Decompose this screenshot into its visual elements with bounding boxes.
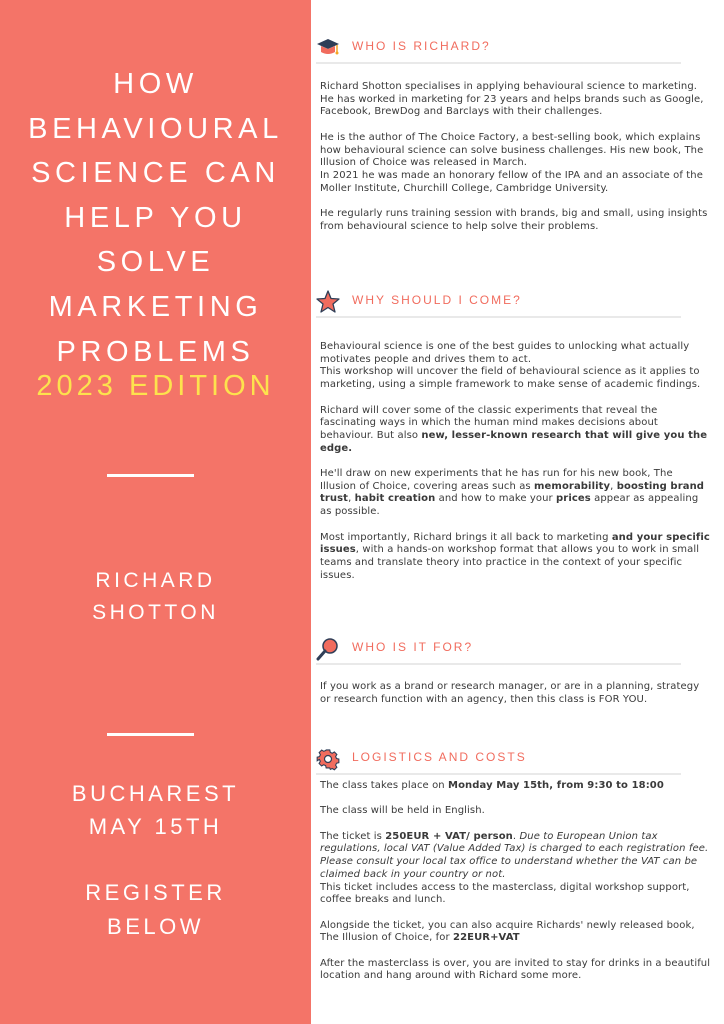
paragraph: After the masterclass is over, you are invited to stay for drinks in a beautiful location and hang around with Richard some more. [320, 957, 711, 982]
section-heading-label: WHO IS RICHARD? [352, 39, 491, 53]
event-title: HOW BEHAVIOURAL SCIENCE CAN HELP YOU SOLVE MARKETING PROBLEMS [28, 68, 283, 368]
paragraph: Richard will cover some of the classic experiments that reveal the fascinating ways in which the human mind makes decisions about behaviour. But also new, lesser-known research that will give you the edge. [320, 404, 708, 454]
edition-label: 2023 EDITION [36, 370, 275, 402]
paragraph: Alongside the ticket, you can also acquire Richards' newly released book, The Illusion of Choice, for 22EUR+VAT [320, 919, 695, 944]
star-icon [316, 290, 340, 314]
paragraph: Most importantly, Richard brings it all back to marketing and your specific issues, with a hands-on workshop format that allows you to work in small teams and translate theory into practice in the context of your specific issues. [320, 531, 710, 581]
paragraph: If you work as a brand or research manager, or are in a planning, strategy or research function with an agency, then this class is FOR YOU. [320, 681, 700, 705]
section-heading-who [316, 38, 681, 64]
paragraph: This ticket includes access to the masterclass, digital workshop support, coffee breaks and lunch. [320, 881, 690, 906]
paragraph: Behavioural science is one of the best guides to unlocking what actually motivates people and drives them to act. [320, 341, 690, 365]
paragraph: The ticket is 250EUR + VAT/ person. Due to European Union tax regulations, local VAT (Value Added Tax) is charged to each registration fee. Please consult your local tax office to understand whether the VAT can be claimed back in your country or not. [320, 830, 709, 880]
section-body-who [320, 81, 712, 233]
section-heading-label: WHO IS IT FOR? [352, 640, 474, 654]
paragraph: He is the author of The Choice Factory, a best-selling book, which explains how behavioural science can solve business challenges. His new book, The Illusion of Choice was released in March. [320, 131, 704, 169]
divider [107, 733, 194, 736]
event-location-date: BUCHAREST MAY 15TH [71, 781, 240, 839]
paragraph: Richard Shotton specialises in applying behavioural science to marketing. He has worked in marketing for 23 years and helps brands such as Google, Facebook, BrewDog and Barclays with their challenges. [320, 81, 704, 118]
register-callout: REGISTER BELOW [85, 880, 226, 939]
paragraph: The class will be held in English. [320, 805, 485, 817]
paragraph: This workshop will uncover the field of behavioural science as it applies to marketing, using a simple framework to make sense of academic findings. [320, 366, 701, 391]
section-heading-why [316, 292, 681, 318]
paragraph: He'll draw on new experiments that he has run for his new book, The Illusion of Choice, covering areas such as memorability, boosting brand trust, habit creation and how to make your prices appear as appealing as possible. [320, 468, 705, 518]
content-column [311, 0, 724, 1024]
paragraph: In 2021 he was made an honorary fellow of the IPA and an associate of the Moller Institute, Churchill College, Cambridge University. [320, 169, 703, 194]
paragraph: He regularly runs training session with brands, big and small, using insights from behavioural science to help solve their problems. [320, 208, 708, 232]
section-body-why [320, 341, 712, 582]
left-panel [0, 0, 311, 1024]
magnifying-glass-icon [316, 637, 340, 661]
speaker-name: RICHARD SHOTTON [92, 569, 219, 624]
section-heading-label: LOGISTICS AND COSTS [352, 750, 527, 764]
section-heading-for [316, 639, 681, 665]
section-heading-logistics [316, 749, 681, 775]
section-body-for [320, 681, 712, 706]
graduation-cap-icon [316, 36, 340, 60]
divider [107, 474, 194, 477]
section-heading-label: WHY SHOULD I COME? [352, 293, 522, 307]
paragraph: The class takes place on Monday May 15th, from 9:30 to 18:00 [320, 780, 664, 791]
section-body-logistics [320, 780, 712, 983]
gear-icon [316, 747, 340, 771]
